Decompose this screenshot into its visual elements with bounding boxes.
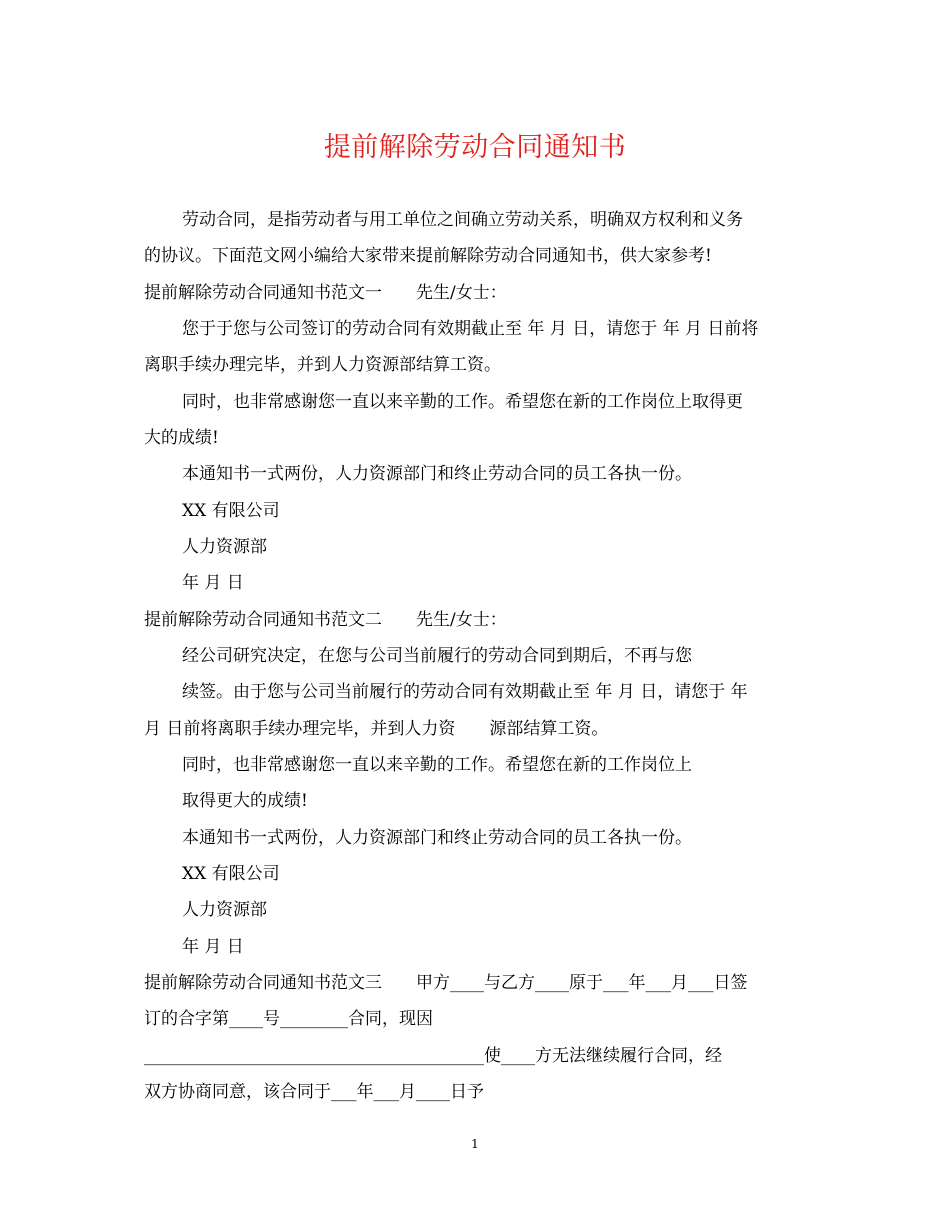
body-line: 大的成绩! <box>144 428 219 448</box>
body-line: 双方协商同意，该合同于___年___月____日予 <box>144 1082 484 1102</box>
section-heading: 提前解除劳动合同通知书范文三 甲方____与乙方____原于___年___月___日签 <box>144 973 748 993</box>
date-line: 年 月 日 <box>182 573 244 593</box>
body-line: 本通知书一式两份，人力资源部门和终止劳动合同的员工各执一份。 <box>182 828 692 848</box>
document-title: 提前解除劳动合同通知书 <box>323 132 627 163</box>
body-line: 离职手续办理完毕，并到人力资源部结算工资。 <box>144 355 501 375</box>
section-heading: 提前解除劳动合同通知书范文一 先生/女士： <box>144 283 507 303</box>
body-line: 的协议。下面范文网小编给大家带来提前解除劳动合同通知书，供大家参考! <box>144 246 712 266</box>
body-line: 您于于您与公司签订的劳动合同有效期截止至 年 月 日，请您于 年 月 日前将 <box>182 319 759 339</box>
company-name: XX 有限公司 <box>182 501 280 521</box>
body-line: 取得更大的成绩! <box>182 791 308 811</box>
body-line: 同时，也非常感谢您一直以来辛勤的工作。希望您在新的工作岗位上取得更 <box>182 392 743 412</box>
body-line: 经公司研究决定，在您与公司当前履行的劳动合同到期后，不再与您 <box>182 646 692 666</box>
body-line: 订的合字第____号________合同，现因 <box>144 1009 433 1029</box>
body-line: 月 日前将离职手续办理完毕，并到人力资 源部结算工资。 <box>144 719 609 739</box>
body-line: 同时，也非常感谢您一直以来辛勤的工作。希望您在新的工作岗位上 <box>182 755 692 775</box>
body-line: ________________________________________使____方无法继续履行合同，经 <box>144 1046 722 1066</box>
department-name: 人力资源部 <box>182 537 267 557</box>
body-line: 续签。由于您与公司当前履行的劳动合同有效期截止至 年 月 日，请您于 年 <box>182 682 748 702</box>
page-number: 1 <box>471 1137 479 1151</box>
section-heading: 提前解除劳动合同通知书范文二 先生/女士： <box>144 610 507 630</box>
body-line: 劳动合同，是指劳动者与用工单位之间确立劳动关系，明确双方权利和义务 <box>182 210 743 230</box>
date-line: 年 月 日 <box>182 937 244 957</box>
department-name: 人力资源部 <box>182 900 267 920</box>
body-line: 本通知书一式两份，人力资源部门和终止劳动合同的员工各执一份。 <box>182 464 692 484</box>
company-name: XX 有限公司 <box>182 864 280 884</box>
